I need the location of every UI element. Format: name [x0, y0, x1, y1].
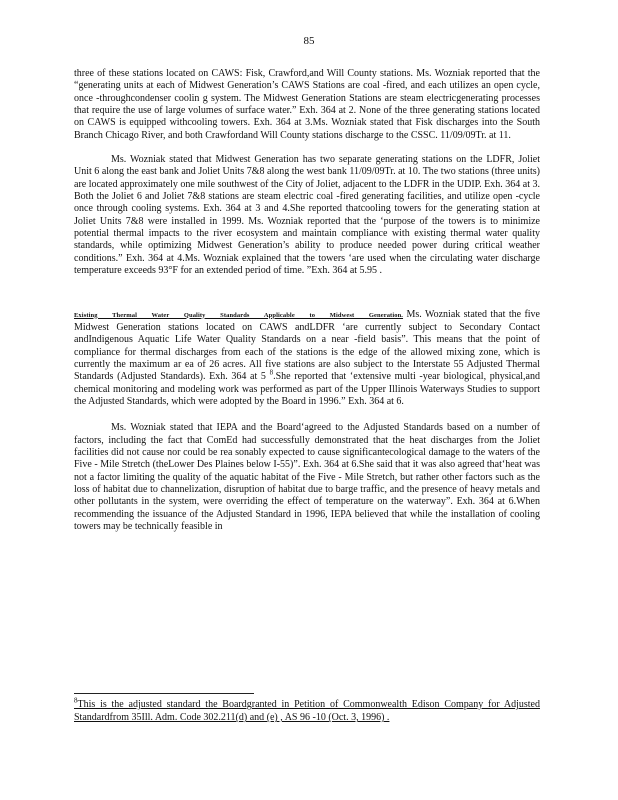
- footnote: [74, 698, 540, 724]
- paragraph-existing-standards: [74, 309, 540, 409]
- body-text: [74, 68, 540, 533]
- paragraph-adjusted-standards-factors: Ms. Wozniak stated that IEPA and the Board‘agreed to the Adjusted Standards based on a number of factors, including the fact that ComEd had successfully demonstrated that the heat discharges from the Joliet facilities did not cause nor could be rea sonably expected to cause significantecological damage to the waters of the Five - Mile Stretch (theLower Des Plaines below I-55)”. Exh. 364 at 6.She said that it was also agreed that‘heat was not a factor limiting the quality of the aquatic habitat of the Five - Mile Stretch, but rather other factors such as the loss of habitat due to channelization, disruption of habitat due to barge traffic, and the presence of heavy metals and other pollutants in the system, were overriding the effect of temperature on the waterway”. Exh. 364 at 6.When recommending the issuance of the Adjusted Standard in 1996, IEPA believed that while the installation of cooling towers may be technically feasible in: [74, 422, 540, 532]
- paragraph-stations-on-ldfr: Ms. Wozniak stated that Midwest Generation has two separate generating stations on the LDFR, Joliet Unit 6 along the east bank and Joliet Units 7&8 along the west bank 11/09/09Tr. at 10. The two stations (three units) are located approximately one mile southwest of the City of Joliet, adjacent to the LDFR in the UDIP. Exh. 364 at 3. Both the Joliet 6 and Joliet 7&8 stations are steam electric coal -fired generating facilities, and utilize open -cycle once through cooling systems. Exh. 364 at 3 and 4.She reported thatcooling towers for the generating station at Joliet Units 7&8 were installed in 1999. Ms. Wozniak reported that the ‘purpose of the towers is to minimize potential thermal impacts to the river ecosystem and maintain compliance with existing thermal water quality standards, while optimizing Midwest Generation’s ability to produce needed power during critical weather conditions.” Exh. 364 at 4.Ms. Wozniak explained that the towers ‘are used when the circulating water discharge temperature exceeds 93°F for an extended period of time. ”Exh. 364 at 5.95 .: [74, 154, 540, 277]
- footnote-separator: [74, 693, 254, 694]
- page-number: 85: [303, 35, 315, 47]
- footnote-marker: 8: [74, 696, 78, 705]
- footnote-reference: 8: [269, 368, 274, 377]
- section-heading: Existing Thermal Water Quality Standards Applicable to Midwest Generation.: [74, 311, 404, 319]
- footnote-text: This is the adjusted standard the Boardgranted in Petition of Commonwealth Edison Company for Adjusted Standardfrom 35Ill. Adm. Code 302.211(d) and (e) , AS 96 -10 (Oct. 3, 1996) .: [74, 699, 540, 723]
- paragraph-text-before-footnote: Ms. Wozniak stated that the five Midwest Generation stations located on CAWS andLDFR ‘are currently subject to Secondary Contact andIndigenous Aquatic Life Water Quality Standards on a near -field basis”. This means that the point of compliance for thermal discharges from each of the stations is the edge of the allowed mixing zone, which is currently the maximum ar ea of 26 acres. All five stations are also subject to the Interstate 55 Adjusted Thermal Standards (Adjusted Standards). Exh. 364 at 5: [74, 308, 540, 383]
- paragraph-text-after-footnote: .She reported that ‘extensive multi -year biological, physical,and chemical monitoring and modeling work was performed as part of the Upper Illinois Waterways Studies to support the Adjusted Standards, which were adopted by the Board in 1996.” Exh. 364 at 6.: [74, 371, 540, 407]
- paragraph-stations-on-caws: three of these stations located on CAWS: Fisk, Crawford,and Will County stations. Ms. Wozniak reported that the “generating units at each of Midwest Generation’s CAWS Stations are coal -fired, and each utilizes an open cycle, once -throughcondenser coolin g system. The Midwest Generation Stations are steam electricgenerating processes that require the use of large volumes of surface water.” Exh. 364 at 2. None of the three generating stations located on CAWS is equipped withcooling towers. Exh. 364 at 3.Ms. Wozniak stated that Fisk discharges into the South Branch Chicago River, and both Crawfordand Will County stations discharge to the CSSC. 11/09/09Tr. at 11.: [74, 68, 540, 141]
